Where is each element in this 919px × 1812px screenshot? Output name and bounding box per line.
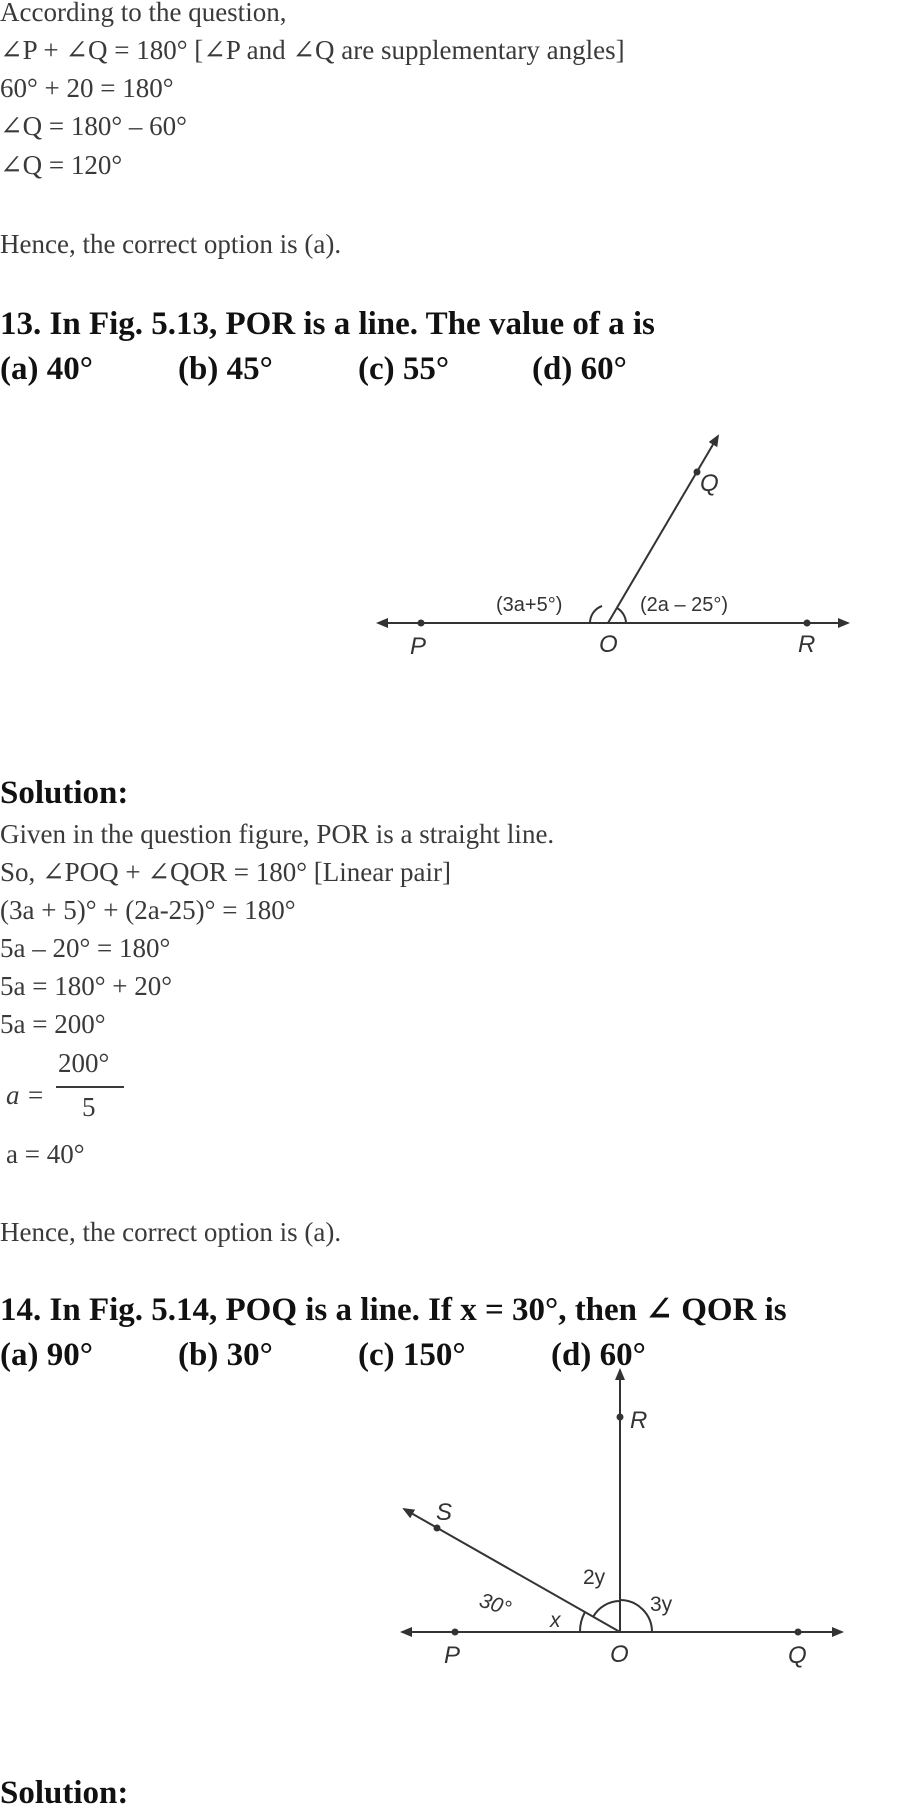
q14-option-c: (c) 150° <box>358 1337 466 1373</box>
q14-option-a: (a) 90° <box>0 1337 93 1373</box>
q13-option-a: (a) 40° <box>0 351 93 387</box>
prev-solution-line: ∠P + ∠Q = 180° [∠P and ∠Q are supplementary angles] <box>0 35 625 65</box>
point-r-dot <box>617 1414 624 1421</box>
q13-option-c: (c) 55° <box>358 351 450 387</box>
label-p: P <box>444 1642 461 1669</box>
q13-conclusion: Hence, the correct option is (a). <box>0 1217 342 1247</box>
label-r: R <box>630 1407 648 1434</box>
angle-label-x: x <box>550 1609 561 1632</box>
label-o: O <box>599 631 618 658</box>
fraction-bar <box>56 1086 124 1088</box>
q13-heading: 13. In Fig. 5.13, POR is a line. The value of a is <box>0 306 655 342</box>
angle-arc-3y <box>620 1600 652 1632</box>
fraction-denominator: 5 <box>82 1092 96 1122</box>
q13-solution-line: Given in the question figure, POR is a straight line. <box>0 819 555 849</box>
q14-solution-title: Solution: <box>0 1775 129 1811</box>
label-p: P <box>410 633 427 660</box>
point-q-dot <box>795 1629 802 1636</box>
q13-fraction <box>0 1048 140 1128</box>
q13-solution-line: So, ∠POQ + ∠QOR = 180° [Linear pair] <box>0 857 451 887</box>
figure-5-13 <box>378 436 848 660</box>
prev-conclusion: Hence, the correct option is (a). <box>0 229 342 259</box>
figure-5-14 <box>402 1370 842 1669</box>
label-s: S <box>436 1499 453 1526</box>
angle-arc-2y <box>593 1601 620 1617</box>
angle-arc-left <box>590 606 602 623</box>
q13-solution-line: (3a + 5)° + (2a-25)° = 180° <box>0 895 296 925</box>
q14-heading: 14. In Fig. 5.14, POQ is a line. If x = 30°, then ∠ QOR is <box>0 1292 787 1328</box>
angle-arc-right <box>617 608 626 623</box>
label-r: R <box>798 631 816 658</box>
prev-solution-line: ∠Q = 120° <box>0 150 123 180</box>
q13-option-d: (d) 60° <box>532 351 627 387</box>
angle-label-left: (3a+5°) <box>496 594 563 616</box>
angle-label-30: 30° <box>476 1588 514 1621</box>
q13-result: a = 40° <box>6 1139 85 1169</box>
angle-label-right: (2a – 25°) <box>640 594 729 616</box>
q14-option-d: (d) 60° <box>551 1337 646 1373</box>
label-q: Q <box>700 470 719 497</box>
angle-arc-x <box>580 1612 585 1632</box>
prev-solution-line: 60° + 20 = 180° <box>0 73 174 103</box>
q13-solution-line: 5a – 20° = 180° <box>0 933 171 963</box>
fraction-numerator: 200° <box>58 1048 110 1078</box>
angle-label-2y: 2y <box>583 1566 606 1589</box>
fraction-lhs: a = <box>6 1080 45 1110</box>
q13-solution-line: 5a = 180° + 20° <box>0 971 173 1001</box>
q13-solution-line: 5a = 200° <box>0 1009 106 1039</box>
q14-options <box>0 1336 919 1374</box>
q13-option-b: (b) 45° <box>178 351 273 387</box>
prev-solution-line: According to the question, <box>0 0 287 27</box>
angle-label-3y: 3y <box>650 1593 673 1616</box>
q14-option-b: (b) 30° <box>178 1337 273 1373</box>
label-q: Q <box>788 1642 807 1669</box>
label-o: O <box>610 1641 629 1668</box>
prev-solution-line: ∠Q = 180° – 60° <box>0 111 187 141</box>
q13-solution-title: Solution: <box>0 775 129 811</box>
point-r-dot <box>804 620 811 627</box>
point-p-dot <box>418 620 425 627</box>
point-p-dot <box>452 1629 459 1636</box>
